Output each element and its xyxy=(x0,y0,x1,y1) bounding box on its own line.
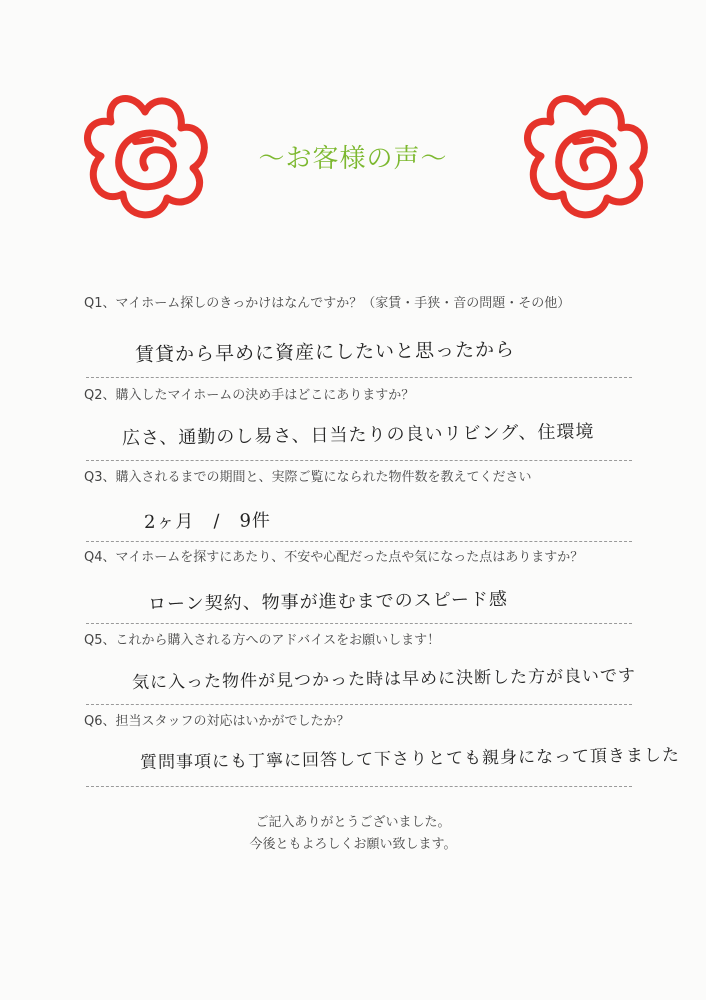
question-4-label: Q4、マイホームを探すにあたり、不安や心配だった点や気になった点はありますか？ xyxy=(84,550,584,565)
answer-5-rule xyxy=(86,704,632,705)
question-1-label: Q1、マイホーム探しのきっかけはなんですか？（家賃・手狭・音の問題・その他） xyxy=(84,296,571,311)
answer-2-rule xyxy=(86,460,632,461)
answer-4: ローン契約、物事が進むまでのスピード感 xyxy=(147,588,509,615)
question-2-label: Q2、購入したマイホームの決め手はどこにありますか？ xyxy=(84,388,415,403)
answer-1: 賃貸から早めに資産にしたいと思ったから xyxy=(134,338,516,366)
flower-logo-right-icon xyxy=(515,82,655,227)
closing-regards: 今後ともよろしくお願い致します。 xyxy=(249,837,457,852)
answer-1-rule xyxy=(86,377,632,378)
question-6-label: Q6、担当スタッフの対応はいかがでしたか？ xyxy=(84,714,350,729)
answer-6: 質問事項にも丁寧に回答して下さりとても親身になって頂きました xyxy=(139,745,681,773)
closing-thanks: ご記入ありがとうございました。 xyxy=(255,815,451,830)
answer-5: 気に入った物件が見つかった時は早めに決断した方が良いです xyxy=(131,665,637,693)
answer-2: 広さ、通勤のし易さ、日当たりの良いリビング、住環境 xyxy=(121,421,595,449)
answer-3-rule xyxy=(86,541,632,542)
page-title: 〜お客様の声〜 xyxy=(258,144,448,174)
question-3-label: Q3、購入されるまでの期間と、実際ご覧になられた物件数を教えてください xyxy=(84,470,532,485)
answer-6-rule xyxy=(86,786,632,787)
answer-4-rule xyxy=(86,623,632,624)
answer-3: 2ヶ月 / 9件 xyxy=(143,510,272,533)
question-5-label: Q5、これから購入される方へのアドバイスをお願いします！ xyxy=(84,633,441,648)
